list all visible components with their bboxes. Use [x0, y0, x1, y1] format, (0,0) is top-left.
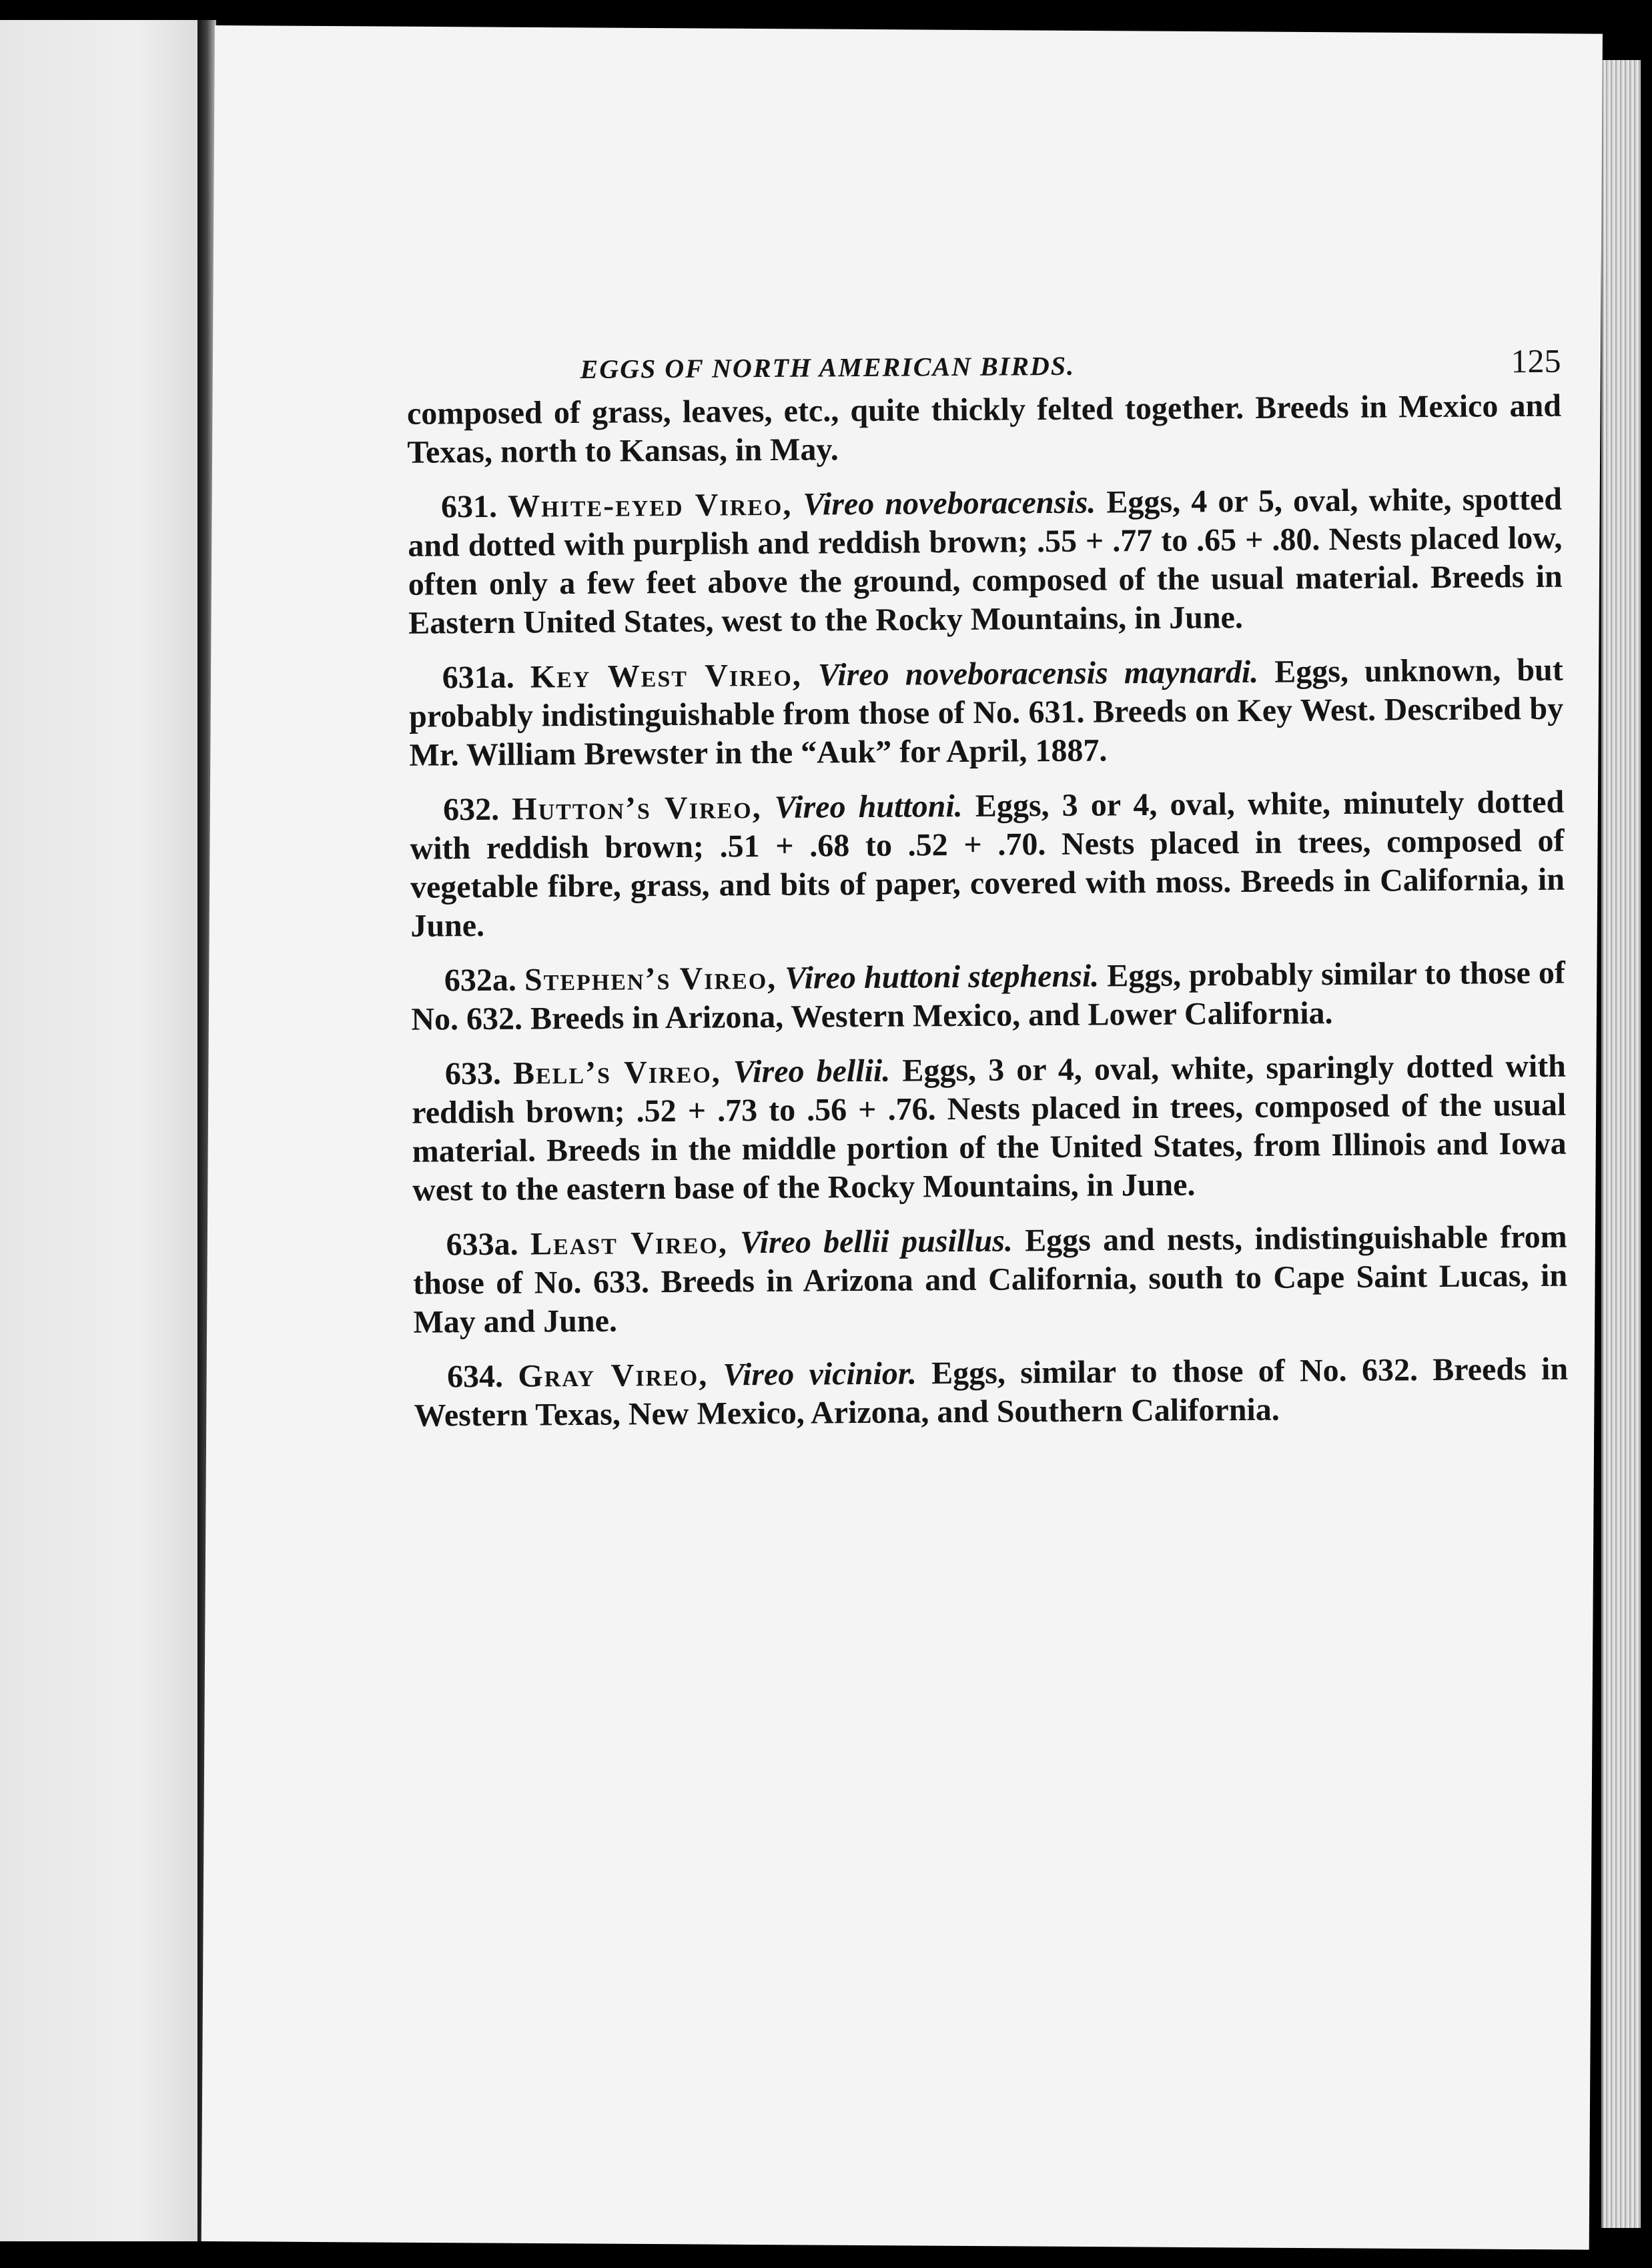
species-name: Vireo noveboracensis. [803, 484, 1096, 522]
entry-number: 632. [442, 791, 500, 828]
running-title: EGGS OF NORTH AMERICAN BIRDS. [580, 350, 1076, 384]
entry-632a [411, 954, 1566, 1039]
species-name: Vireo bellii. [733, 1053, 891, 1090]
entry-text: Eggs, unknown, but probably indistinguishable from those of No. 631. Breeds on Key West. Described by Mr. William Brewster in the “Auk” for April, 1887. [408, 652, 1564, 773]
entry-631 [408, 480, 1563, 643]
page-content [406, 327, 1569, 1452]
entry-text: Eggs and nests, indistinguishable from those of No. 633. Breeds in Arizona and California, south to Cape Saint Lucas, in May and June. [412, 1219, 1568, 1340]
common-name: Gray Vireo, [518, 1357, 709, 1394]
entry-text: Eggs, 3 or 4, oval, white, sparingly dotted with reddish brown; .52 + .73 to .56 + .76. Nests placed in trees, composed of the usual material. Breeds in the middle portion of the United States, from Illinois and Iowa west to the eastern base of the Rocky Mountains, in June. [412, 1048, 1567, 1208]
page-number: 125 [1511, 342, 1561, 380]
species-name: Vireo noveboracensis maynardi. [817, 654, 1259, 693]
common-name: Key West Vireo, [530, 657, 802, 695]
species-name: Vireo bellii pusillus. [739, 1223, 1013, 1261]
species-name: Vireo vicinior. [723, 1355, 917, 1393]
entry-text: Eggs, similar to those of No. 632. Breeds in Western Texas, New Mexico, Arizona, and Southern California. [414, 1351, 1569, 1434]
facing-page-edge [0, 20, 201, 2241]
continuation-paragraph: composed of grass, leaves, etc., quite thickly felted together. Breeds in Mexico and Texas, north to Kansas, in May. [406, 388, 1562, 470]
entry-number: 634. [446, 1358, 504, 1395]
entry-634 [414, 1350, 1569, 1436]
entry-631a [409, 651, 1564, 775]
entry-text: Eggs, 4 or 5, oval, white, spotted and dotted with purplish and reddish brown; .55 + .77 to .65 + .80. Nests placed low, often only a few feet above the ground, composed of the usual material. Breeds in Eastern United States, west to the Rocky Mountains, in June. [408, 481, 1563, 641]
common-name: Bell’s Vireo, [512, 1054, 721, 1091]
species-name: Vireo huttoni. [774, 788, 963, 825]
entry-number: 632a. [444, 962, 517, 999]
common-name: Stephen’s Vireo, [524, 960, 777, 998]
entry-text: Eggs, 3 or 4, oval, white, minutely dotted with reddish brown; .51 + .68 to .52 + .70. Nests placed in trees, composed of vegetable fibre, grass, and bits of paper, covered with moss. Breeds in California, in June. [410, 784, 1565, 944]
common-name: Hutton’s Vireo, [512, 790, 762, 827]
entry-number: 631. [440, 488, 498, 525]
entry-text: Eggs, probably similar to those of No. 632. Breeds in Arizona, Western Mexico, and Lower California. [411, 955, 1566, 1037]
entry-633 [412, 1047, 1567, 1210]
entry-number: 633a. [446, 1226, 518, 1263]
entry-number: 633. [444, 1055, 502, 1092]
common-name: White-eyed Vireo, [507, 486, 793, 524]
page-edges [1601, 60, 1641, 2228]
entry-632 [410, 783, 1565, 946]
species-name: Vireo huttoni stephensi. [785, 958, 1100, 996]
book-page [201, 25, 1603, 2250]
entry-633a [412, 1218, 1567, 1342]
running-head [406, 327, 1561, 395]
common-name: Least Vireo, [530, 1225, 729, 1262]
entry-number: 631a. [442, 659, 514, 696]
